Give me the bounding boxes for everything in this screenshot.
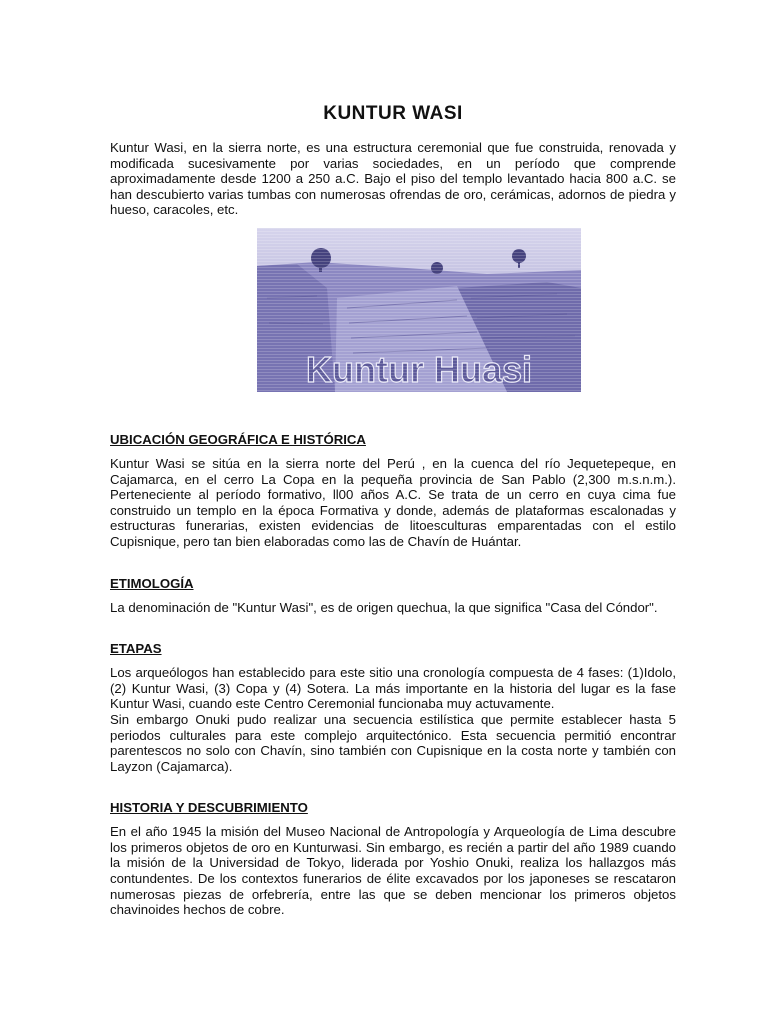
section-heading: HISTORIA Y DESCUBRIMIENTO xyxy=(110,800,308,816)
section-paragraph: La denominación de "Kuntur Wasi", es de origen quechua, la que significa "Casa del Cóndor". xyxy=(110,599,658,615)
section-etimologia xyxy=(110,576,676,616)
intro-paragraph: Kuntur Wasi, en la sierra norte, es una estructura ceremonial que fue construida, renovada y modificada sucesivamente por varias sociedades, en un período que comprende aproximadamente desde 1200 a 250 a.C. Bajo el piso del templo levantado hacia 800 a.C. se han descubierto varias tumbas con numerosas ofrendas de oro, cerámicas, adornos de piedra y hueso, caracoles, etc. xyxy=(110,140,676,218)
section-paragraph: Kuntur Wasi se sitúa en la sierra norte del Perú , en la cuenca del río Jequetepeque, en Cajamarca, en el cerro La Copa en la pequeña provincia de San Pablo (2,300 m.s.n.m.). Perteneciente al período formativo, ll00 años A.C. Se trata de un cerro en cuya cima fue construido un templo en la época Formativa y donde, además de plataformas escalonadas y estructuras funerarias, existen evidencias de litoesculturas emparentadas con el estilo Cupisnique, pero tan bien elaboradas como las de Chavín de Huántar. xyxy=(110,455,676,549)
section-paragraph: Sin embargo Onuki pudo realizar una secuencia estilística que permite establecer hasta 5 periodos culturales para este complejo arquitectónico. Esta secuencia permitió encontrar parentescos no solo con Chavín, sino también con Cupisnique en la costa norte y también con Layzon (Cajamarca). xyxy=(110,711,676,774)
page-title: KUNTUR WASI xyxy=(323,103,463,124)
section-heading: ETAPAS xyxy=(110,641,162,657)
section-ubicacion xyxy=(110,432,676,550)
section-historia xyxy=(110,800,676,918)
section-heading: ETIMOLOGÍA xyxy=(110,575,194,591)
section-paragraph: En el año 1945 la misión del Museo Nacional de Antropología y Arqueología de Lima descubre los primeros objetos de oro en Kunturwasi. Sin embargo, es recién a partir del año 1989 cuando la misión de la Universidad de Tokyo, liderada por Yoshio Onuki, realiza los hallazgos más contundentes. De los contextos funerarios de élite excavados por los japoneses se rescataron numerosas piezas de orfebrería, entre las que se deben mencionar los primeros objetos chavinoides hechos de cobre. xyxy=(110,824,676,918)
section-etapas xyxy=(110,641,676,774)
section-heading: UBICACIÓN GEOGRÁFICA E HISTÓRICA xyxy=(110,431,366,447)
kuntur-wasi-photo xyxy=(257,228,581,392)
section-paragraph: Los arqueólogos han establecido para este sitio una cronología compuesta de 4 fases: (1)Idolo, (2) Kuntur Wasi, (3) Copa y (4) Sotera. La más importante en la historia del lugar es la fase Kuntur Wasi, cuando este Centro Ceremonial funcionaba muy actuvamente. xyxy=(110,665,676,712)
